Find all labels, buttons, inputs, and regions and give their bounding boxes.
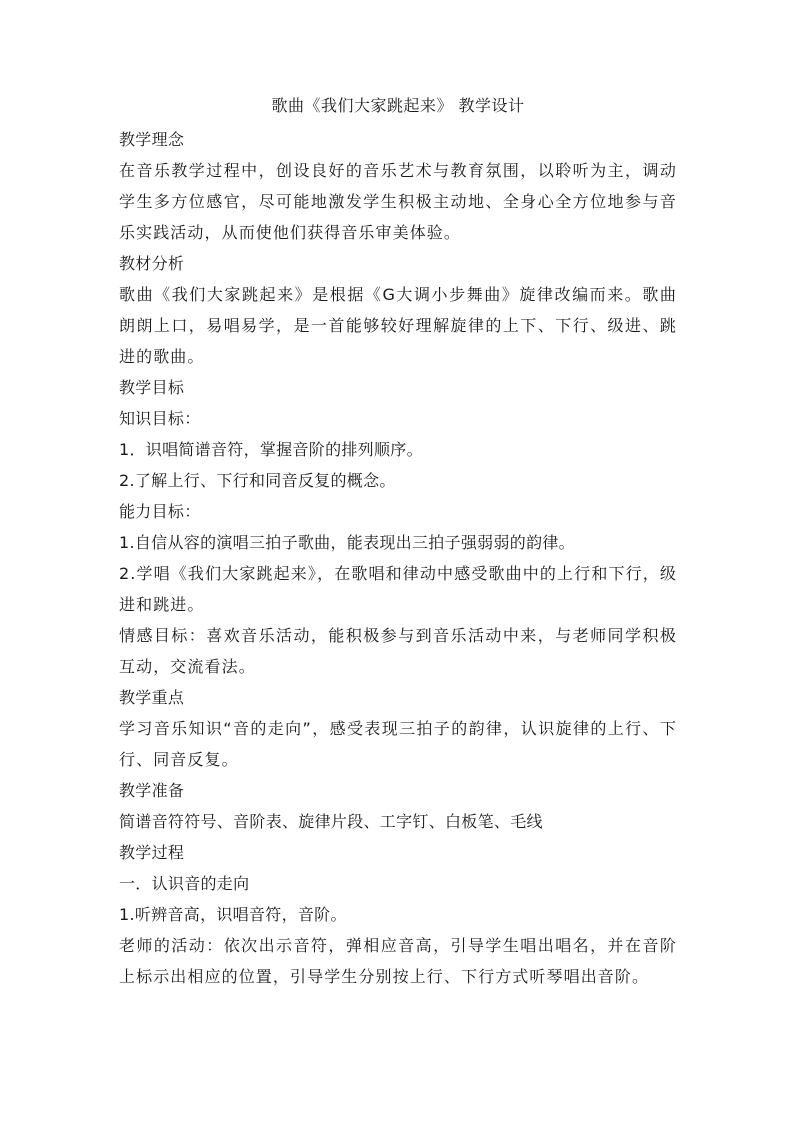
document-page (119, 94, 677, 992)
list-item: 1.听辨音高，识唱音符，音阶。 (119, 905, 347, 924)
subheading: 能力目标： (119, 502, 201, 521)
section-heading: 教学过程 (119, 843, 185, 862)
list-item: 2.了解上行、下行和同音反复的概念。 (119, 471, 396, 490)
paragraph: 简谱音符符号、音阶表、旋律片段、工字钉、白板笔、毛线 (119, 812, 543, 831)
section-heading: 教学目标 (119, 378, 185, 397)
paragraph: 学习音乐知识“音的走向”，感受表现三拍子的韵律，认识旋律的上行、下行、同音反复。 (119, 719, 677, 769)
paragraph: 在音乐教学过程中，创设良好的音乐艺术与教育氛围，以聆听为主，调动学生多方位感官，尽可能地激发学生积极主动地、全身心全方位地参与音乐实践活动，从而使他们获得音乐审美体验。 (119, 161, 677, 242)
paragraph: 老师的活动：依次出示音符，弹相应音高，引导学生唱出唱名，并在音阶上标示出相应的位置，引导学生分别按上行、下行方式听琴唱出音阶。 (119, 936, 677, 986)
paragraph: 歌曲《我们大家跳起来》是根据《G大调小步舞曲》旋律改编而来。歌曲朗朗上口，易唱易学，是一首能够较好理解旋律的上下、下行、级进、跳进的歌曲。 (119, 285, 677, 366)
section-heading: 教学准备 (119, 781, 185, 800)
section-heading: 教学重点 (119, 688, 185, 707)
subheading: 一．认识音的走向 (119, 874, 250, 893)
list-item: 1．识唱简谱音符，掌握音阶的排列顺序。 (119, 440, 423, 459)
subheading: 知识目标： (119, 409, 201, 428)
paragraph: 情感目标：喜欢音乐活动，能积极参与到音乐活动中来，与老师同学积极互动，交流看法。 (119, 626, 677, 676)
list-item: 2.学唱《我们大家跳起来》，在歌唱和律动中感受歌曲中的上行和下行，级进和跳进。 (119, 564, 677, 614)
list-item: 1.自信从容的演唱三拍子歌曲，能表现出三拍子强弱弱的韵律。 (119, 533, 575, 552)
document-title: 歌曲《我们大家跳起来》 教学设计 (271, 96, 525, 115)
section-heading: 教学理念 (119, 130, 185, 149)
section-heading: 教材分析 (119, 254, 185, 273)
